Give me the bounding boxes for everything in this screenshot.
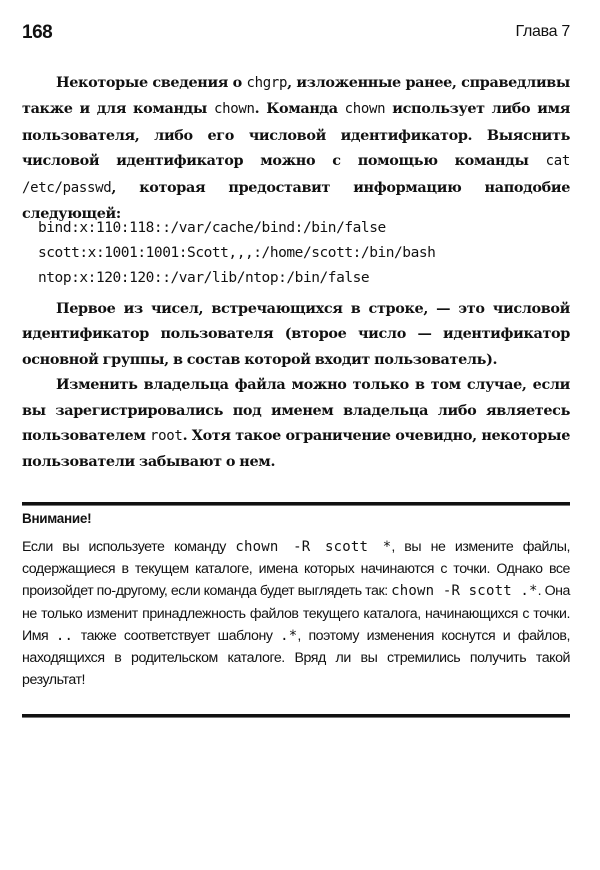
note-top-rule xyxy=(22,502,570,506)
text: также соответствует шаблону xyxy=(73,627,281,644)
inline-code: .* xyxy=(280,627,298,644)
code-line: bind:x:110:118::/var/cache/bind:/bin/false xyxy=(38,220,386,236)
text: Некоторые сведения о xyxy=(56,74,247,91)
inline-code: chown -R scott .* xyxy=(391,583,538,600)
text: , вы не измените файлы, содержащиеся в текущем каталоге, имена которых начинаются с точки. Однако все произойдет по-другому, если команда будет выглядеть так: xyxy=(22,539,570,600)
paragraph-owner-restriction xyxy=(22,372,570,475)
text: , которая предоставит информацию наподобие следующей: xyxy=(22,178,570,223)
inline-code: root xyxy=(150,428,183,445)
text: , поэтому изменения коснутся и файлов, находящихся в родительском каталоге. Вряд ли вы стремились получить такой результат! xyxy=(22,627,570,689)
note-body xyxy=(22,536,570,691)
paragraph-uid-explanation: Первое из чисел, встречающихся в строке, — это числовой идентификатор пользователя (второе число — идентификатор основной группы, в состав которой входит пользователь). xyxy=(22,300,570,368)
text: Изменить владельца файла можно только в том случае, если вы зарегистрировались под именем владельца либо являетесь пользователем xyxy=(22,376,570,445)
text: . Хотя такое ограничение очевидно, некоторые пользователи забывают о нем. xyxy=(22,427,571,471)
note-title: Внимание! xyxy=(22,511,92,526)
paragraph-chown-intro xyxy=(22,70,570,226)
paragraph-group xyxy=(22,296,570,475)
inline-code: cat /etc/passwd xyxy=(22,153,570,196)
inline-code: .. xyxy=(55,627,74,644)
code-line: scott:x:1001:1001:Scott,,,:/home/scott:/bin/bash xyxy=(38,245,436,261)
text: Если вы используете команду xyxy=(22,539,236,555)
note-bottom-rule xyxy=(22,714,570,718)
code-line: ntop:x:120:120::/var/lib/ntop:/bin/false xyxy=(38,270,370,286)
code-listing xyxy=(38,216,435,291)
inline-code: chown xyxy=(213,101,255,118)
text: . Она не только изменит принадлежность файлов текущего каталога, начинающихся с точки. Имя xyxy=(22,583,570,644)
paragraph xyxy=(22,70,570,226)
inline-code: chown -R scott * xyxy=(235,539,392,555)
text: использует либо имя пользователя, либо его числовой идентификатор. Выяснить числовой идентификатор можно с помощью команды xyxy=(22,100,570,170)
text: , изложенные ранее, справедливы также и для команды xyxy=(22,74,571,118)
chapter-title: Глава 7 xyxy=(515,23,570,40)
text: . Команда xyxy=(254,100,345,118)
page-number: 168 xyxy=(22,22,53,43)
inline-code: chown xyxy=(344,101,386,118)
page-header xyxy=(22,22,570,46)
inline-code: chgrp xyxy=(246,75,288,91)
